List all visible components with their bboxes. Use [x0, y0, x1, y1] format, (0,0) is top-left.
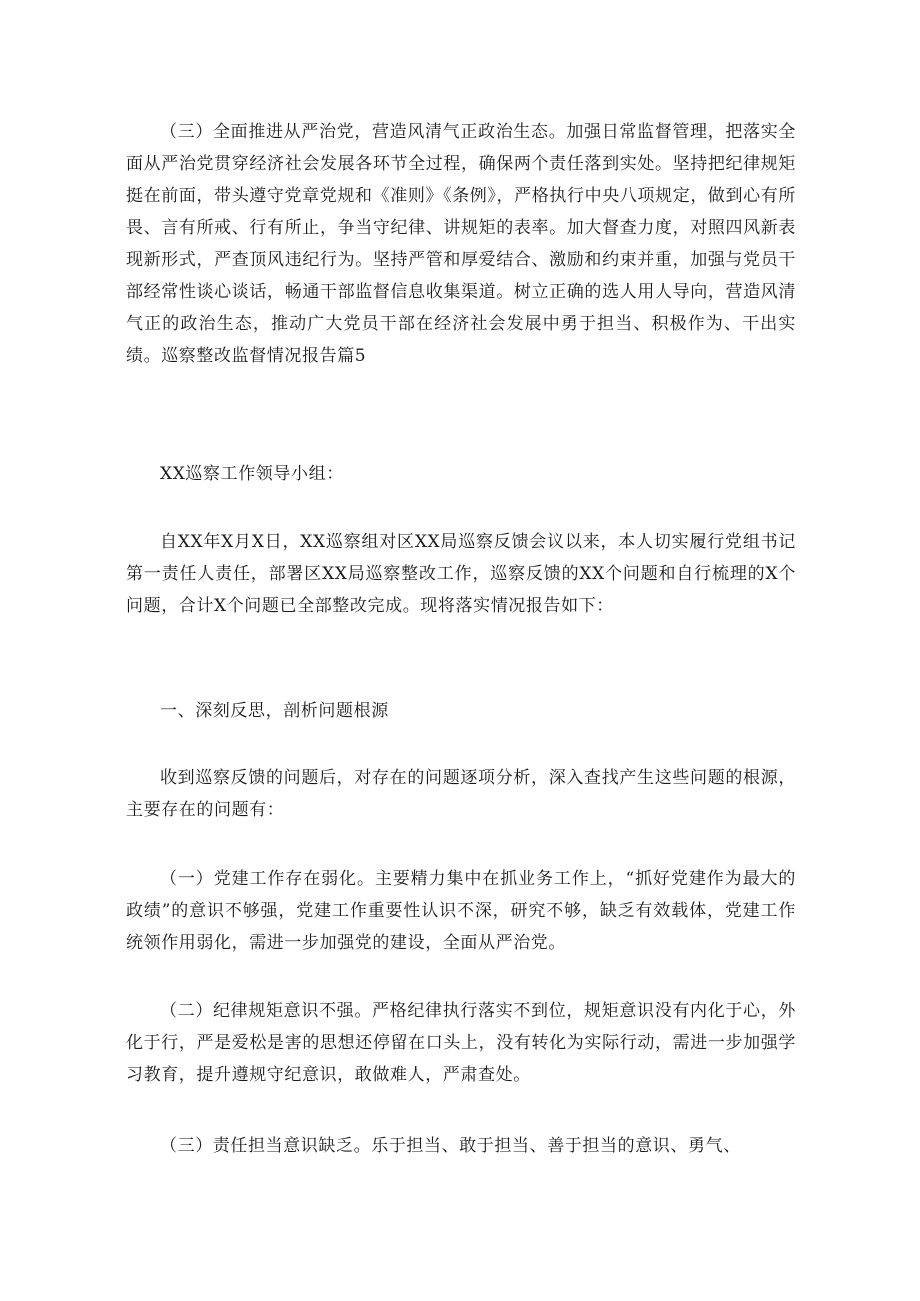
paragraph-problem-3: （三）责任担当意识缺乏。乐于担当、敢于担当、善于担当的意识、勇气、 [160, 1136, 741, 1156]
salutation: XX巡察工作领导小组： [160, 464, 344, 484]
section-heading-1: 一、深刻反思，剖析问题根源 [160, 701, 389, 721]
paragraph-problem-analysis: 收到巡察反馈的问题后，对存在的问题逐项分析，深入查找产生这些问题的根源，主要存在的问题有： [126, 768, 796, 820]
paragraph-report-intro: 自XX年X月X日，XX巡察组对区XX局巡察反馈会议以来，本人切实履行党组书记第一责任人责任，部署区XX局巡察整改工作，巡察反馈的XX个问题和自行梳理的X个问题，合计X个问题已全部整改完成。现将落实情况报告如下： [126, 532, 796, 616]
paragraph-problem-1: （一）党建工作存在弱化。主要精力集中在抓业务工作上，“抓好党建作为最大的政绩”的意识不够强，党建工作重要性认识不深，研究不够，缺乏有效载体，党建工作统领作用弱化，需进一步加强党的建设，全面从严治党。 [126, 869, 796, 953]
paragraph-strict-party-governance: （三）全面推进从严治党，营造风清气正政治生态。加强日常监督管理，把落实全面从严治党贯穿经济社会发展各环节全过程，确保两个责任落到实处。坚持把纪律规矩挺在前面，带头遵守党章党规和《准则》《条例》，严格执行中央八项规定，做到心有所畏、言有所戒、行有所止，争当守纪律、讲规矩的表率。加大督查力度，对照四风新表现新形式，严查顶风违纪行为。坚持严管和厚爱结合、激励和约束并重，加强与党员干部经常性谈心谈话，畅通干部监督信息收集渠道。树立正确的选人用人导向，营造风清气正的政治生态，推动广大党员干部在经济社会发展中勇于担当、积极作为、干出实绩。巡察整改监督情况报告篇5 [126, 122, 796, 366]
paragraph-problem-2: （二）纪律规矩意识不强。严格纪律执行落实不到位，规矩意识没有内化于心，外化于行，严是爱松是害的思想还停留在口头上，没有转化为实际行动，需进一步加强学习教育，提升遵规守纪意识，敢做难人，严肃查处。 [126, 1001, 796, 1085]
